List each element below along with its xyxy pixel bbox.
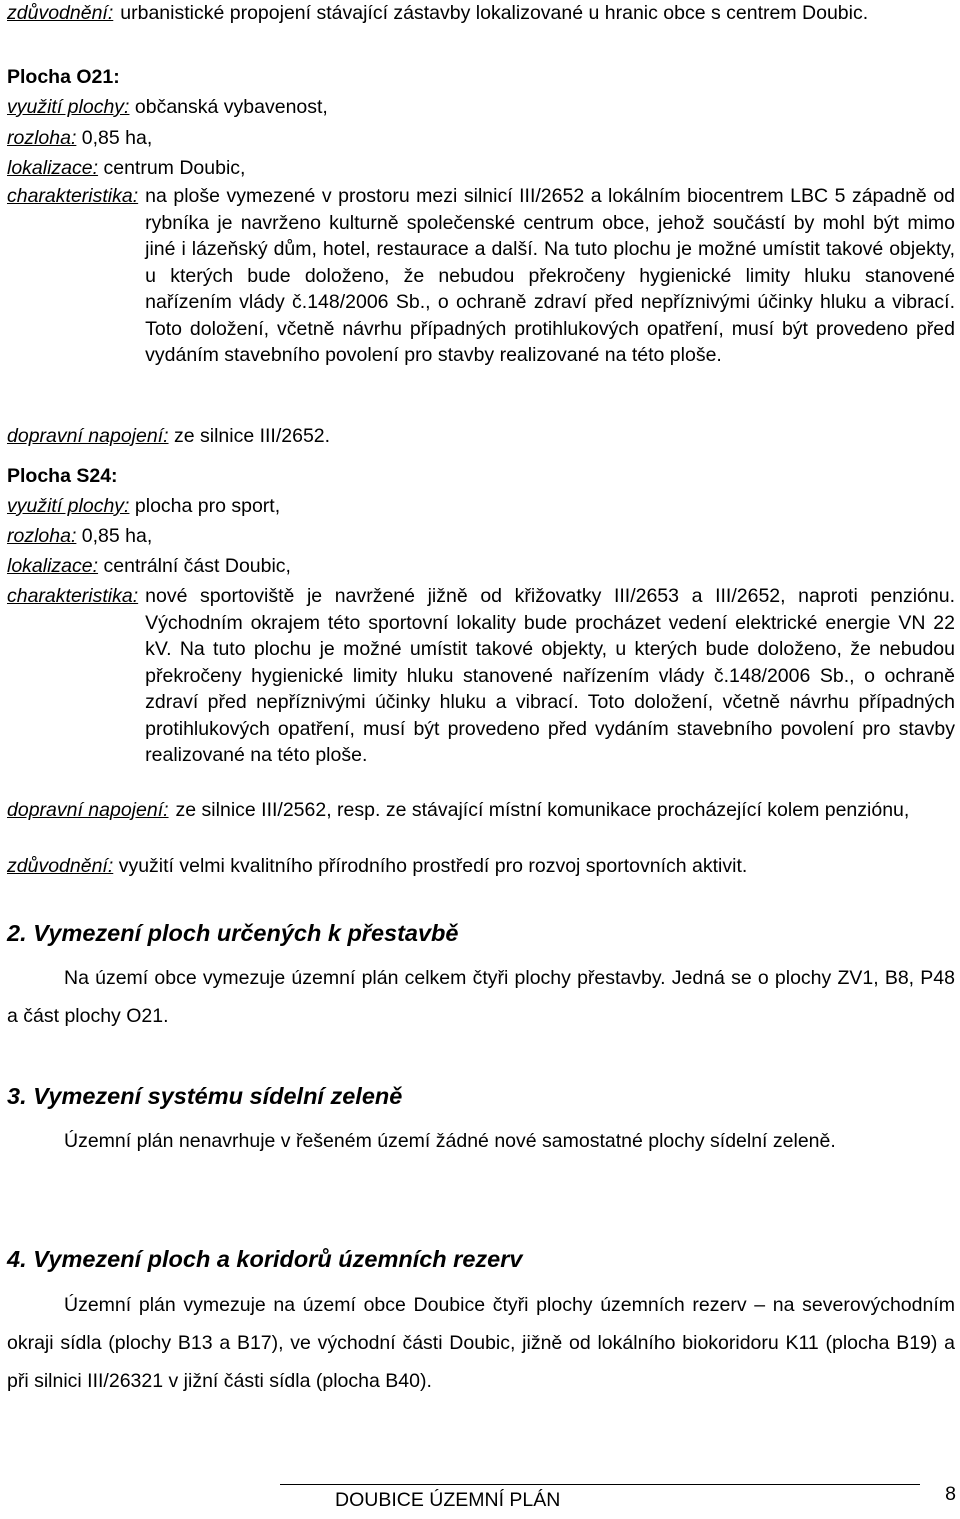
- s24-rozloha-value: 0,85 ha,: [81, 525, 153, 547]
- s24-lokalizace-row: [7, 553, 955, 580]
- s24-rozloha-row: [7, 523, 955, 550]
- s24-zduvodneni-value: využití velmi kvalitního přírodního prostředí pro rozvoj sportovních aktivit.: [118, 855, 748, 877]
- s24-char-row: [7, 583, 955, 769]
- section-2-text: Na území obce vymezuje územní plán celkem čtyři plochy přestavby. Jedná se o plochy ZV1, B8, P48 a část plochy O21.: [7, 967, 955, 1027]
- section-4-heading: 4. Vymezení ploch a koridorů územních rezerv: [7, 1246, 523, 1272]
- s24-rozloha-label: rozloha:: [7, 525, 77, 547]
- section-4-text: Územní plán vymezuje na území obce Doubice čtyři plochy územních rezerv – na severovýchodním okraji sídla (plochy B13 a B17), ve východní části Doubic, jižně od lokálního biokoridoru K11 (plocha B19) a při silnici III/26321 v jižní části sídla (plocha B40).: [7, 1294, 955, 1392]
- footer-rule: [280, 1484, 920, 1485]
- s24-char-label: charakteristika:: [7, 585, 139, 607]
- section-2-heading: 2. Vymezení ploch určených k přestavbě: [7, 920, 459, 946]
- s24-char-value: nové sportoviště je navržené jižně od křižovatky III/2653 a III/2652, naproti penziónu. Východním okrajem této sportovní lokality bude procházet vedení elektrické energie VN 22 kV. Na tuto plochu je možné umístit takové objekty, u kterých bude doloženo, že nebudou překročeny hygienické limity hluku stanovené nařízením vlády č.148/2006 Sb., o ochraně zdraví před nepříznivými účinky hluku a vibrací. Toto doložení, včetně návrhu případných protihlukových opatření, musí být provedeno před vydáním stavebního povolení pro stavby realizované na této ploše.: [145, 585, 955, 766]
- o21-char-value: na ploše vymezené v prostoru mezi silnicí III/2652 a lokálním biocentrem LBC 5 západně od rybníka je navrženo kulturně společenské centrum obce, jehož součástí by mohl být mimo jiné i lázeňský dům, hotel, restaurace a další. Na tuto plochu je možné umístit takové objekty, u kterých bude doloženo, že nebudou překročeny hygienické limity hluku stanovené nařízením vlády č.148/2006 Sb., o ochraně zdraví před nepříznivými účinky hluku a vibrací. Toto doložení, včetně návrhu případných protihlukových opatření, musí být provedeno před vydáním stavebního povolení pro stavby realizované na této ploše.: [145, 185, 955, 366]
- s24-doprava-value: ze silnice III/2562, resp. ze stávající místní komunikace procházející kolem penziónu,: [175, 799, 910, 821]
- o21-vyuziti-value: občanská vybavenost,: [134, 96, 328, 118]
- o21-rozloha-row: [7, 125, 955, 152]
- o21-doprava-value: ze silnice III/2652.: [173, 425, 331, 447]
- page-number: 8: [945, 1483, 956, 1505]
- o21-vyuziti-label: využití plochy:: [7, 96, 130, 118]
- o21-doprava-row: [7, 423, 955, 450]
- s24-vyuziti-value: plocha pro sport,: [134, 495, 281, 517]
- footer-title: DOUBICE ÚZEMNÍ PLÁN: [335, 1489, 561, 1511]
- zduvodneni-value: urbanistické propojení stávající zástavby lokalizované u hranic obce s centrem Doubic.: [120, 2, 869, 24]
- s24-vyuziti-row: [7, 493, 955, 520]
- o21-lokalizace-label: lokalizace:: [7, 157, 99, 179]
- s24-lokalizace-value: centrální část Doubic,: [103, 555, 291, 577]
- o21-title: Plocha O21:: [7, 66, 120, 88]
- s24-title: Plocha S24:: [7, 465, 118, 487]
- s24-doprava-label: dopravní napojení:: [7, 799, 169, 821]
- o21-doprava-label: dopravní napojení:: [7, 425, 169, 447]
- o21-vyuziti-row: [7, 94, 955, 121]
- zduvodneni-row-prev: [7, 0, 955, 27]
- s24-doprava-row: [7, 797, 955, 824]
- zduvodneni-label: zdůvodnění:: [7, 2, 114, 24]
- o21-rozloha-label: rozloha:: [7, 127, 77, 149]
- o21-char-row: [7, 183, 955, 369]
- o21-char-label: charakteristika:: [7, 185, 139, 207]
- o21-rozloha-value: 0,85 ha,: [81, 127, 153, 149]
- s24-lokalizace-label: lokalizace:: [7, 555, 99, 577]
- s24-zduvodneni-row: [7, 853, 955, 880]
- o21-lokalizace-row: [7, 155, 955, 182]
- section-3-heading: 3. Vymezení systému sídelní zeleně: [7, 1083, 403, 1109]
- s24-vyuziti-label: využití plochy:: [7, 495, 130, 517]
- section-3-text: Územní plán nenavrhuje v řešeném území žádné nové samostatné plochy sídelní zeleně.: [64, 1130, 836, 1152]
- s24-zduvodneni-label: zdůvodnění:: [7, 855, 114, 877]
- o21-lokalizace-value: centrum Doubic,: [103, 157, 246, 179]
